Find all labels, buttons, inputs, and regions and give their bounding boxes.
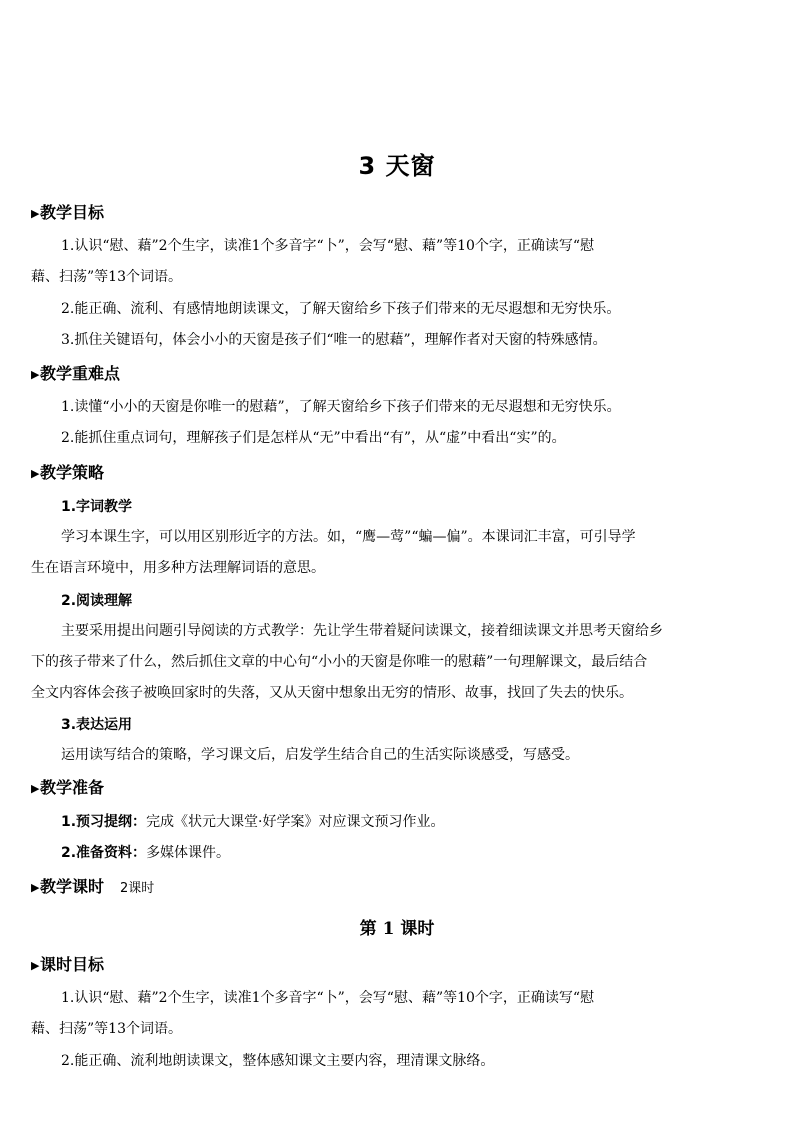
- section-heading-lesson-goals: ▶课时目标: [31, 955, 105, 974]
- triangle-bullet-icon: ▶: [31, 207, 40, 220]
- lesson-goal-line: 藉、扫荡”等13个词语。: [31, 1021, 182, 1037]
- strategy-subheading: 1.字词教学: [61, 499, 133, 515]
- section-heading-preparation: ▶教学准备: [31, 778, 105, 797]
- strategy-line: 主要采用提出问题引导阅读的方式教学：先让学生带着疑问读课文，接着细读课文并思考天窗给乡: [61, 623, 663, 639]
- goals-line: 3.抓住关键语句，体会小小的天窗是孩子们“唯一的慰藉”，理解作者对天窗的特殊感情。: [61, 332, 607, 348]
- section-heading-key-points: ▶教学重难点: [31, 364, 121, 383]
- lesson-goal-line: 1.认识“慰、藉”2个生字，读准1个多音字“卜”，会写“慰、藉”等10个字，正确读写“慰: [61, 990, 595, 1006]
- strategy-subheading: 3.表达运用: [61, 717, 133, 733]
- strategy-line: 生在语言环境中，用多种方法理解词语的意思。: [31, 560, 325, 576]
- strategy-subheading: 2.阅读理解: [61, 593, 133, 609]
- lesson-goal-line: 2.能正确、流利地朗读课文，整体感知课文主要内容，理清课文脉络。: [61, 1053, 495, 1069]
- strategy-line: 学习本课生字，可以用区别形近字的方法。如，“鹰—莺”“蝙—偏”。本课词汇丰富，可引导学: [61, 529, 636, 545]
- triangle-bullet-icon: ▶: [31, 881, 40, 894]
- triangle-bullet-icon: ▶: [31, 959, 40, 972]
- section-heading-strategy: ▶教学策略: [31, 463, 105, 482]
- lesson-title: 第 1 课时: [359, 919, 435, 939]
- triangle-bullet-icon: ▶: [31, 368, 40, 381]
- section-heading-hours: ▶教学课时 2课时: [31, 877, 155, 896]
- strategy-line: 下的孩子带来了什么，然后抓住文章的中心句“小小的天窗是你唯一的慰藉”一句理解课文，最后结合: [31, 654, 648, 670]
- section-heading-goals: ▶教学目标: [31, 203, 105, 222]
- strategy-line: 全文内容体会孩子被唤回家时的失落，又从天窗中想象出无穷的情形、故事，找回了失去的快乐。: [31, 685, 633, 701]
- key-point-line: 2.能抓住重点词句，理解孩子们是怎样从“无”中看出“有”，从“虚”中看出“实”的。: [61, 430, 566, 446]
- preparation-item: 2.准备资料：多媒体课件。: [61, 845, 231, 861]
- page-title: 3 天窗: [358, 152, 436, 180]
- goals-line: 2.能正确、流利、有感情地朗读课文，了解天窗给乡下孩子们带来的无尽遐想和无穷快乐。: [61, 301, 621, 317]
- preparation-item: 1.预习提纲：完成《状元大课堂·好学案》对应课文预习作业。: [61, 814, 445, 830]
- hours-value: 2课时: [120, 881, 155, 896]
- goals-line: 藉、扫荡”等13个词语。: [31, 269, 182, 285]
- strategy-line: 运用读写结合的策略，学习课文后，启发学生结合自己的生活实际谈感受，写感受。: [61, 747, 579, 763]
- triangle-bullet-icon: ▶: [31, 782, 40, 795]
- triangle-bullet-icon: ▶: [31, 467, 40, 480]
- goals-line: 1.认识“慰、藉”2个生字，读准1个多音字“卜”，会写“慰、藉”等10个字，正确读写“慰: [61, 238, 595, 254]
- key-point-line: 1.读懂“小小的天窗是你唯一的慰藉”，了解天窗给乡下孩子们带来的无尽遐想和无穷快乐。: [61, 399, 621, 415]
